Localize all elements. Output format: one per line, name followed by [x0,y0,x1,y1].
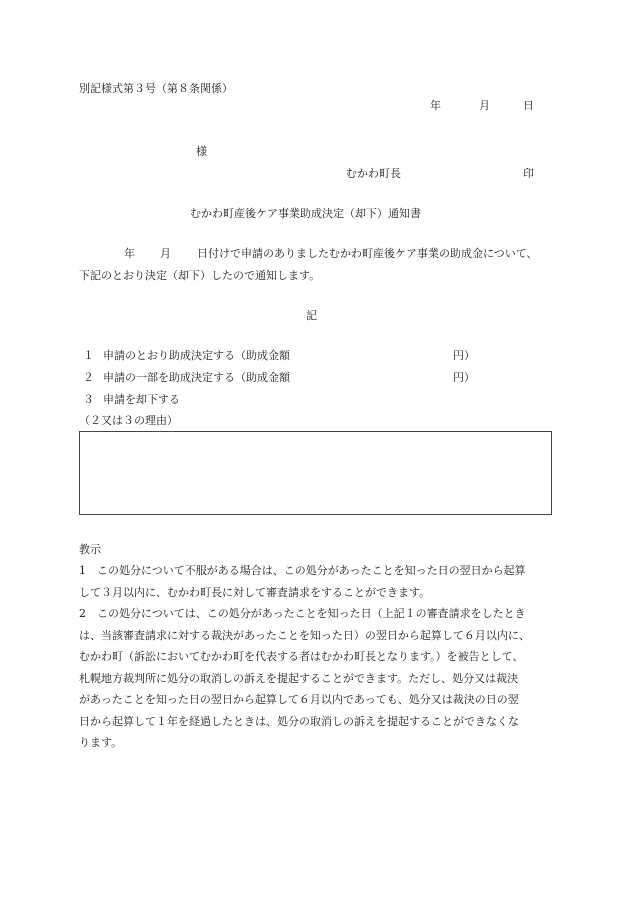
decision-1-unit: 円） [453,349,475,362]
date-month-label: 月 [479,99,490,112]
decision-3-number: ３ [83,393,94,406]
decision-1-number: １ [83,349,94,362]
seal-mark: 印 [523,167,534,180]
date-day-label: 日 [523,99,534,112]
instruction-item-2-line: 札幌地方裁判所に処分の取消しの訴えを提起することができます。ただし、処分又は裁決 [79,671,519,685]
body-text-line1: 日付けで申請のありましたむかわ町産後ケア事業の助成金について、 [197,247,538,260]
instruction-item-1 [79,560,554,603]
instruction-item-2-line: は、当該審査請求に対する裁決があったことを知った日）の翌日から起算して６月以内に、 [79,628,530,642]
decision-2-number: ２ [83,371,94,384]
instruction-item-1-line: して３月以内に、むかわ町長に対して審査請求をすることができます。 [79,585,431,599]
document-title: むかわ町産後ケア事業助成決定（却下）通知書 [190,207,421,220]
body-text-line2: 下記のとおり決定（却下）したので通知します。 [79,269,321,282]
form-number: 別記様式第３号（第８条関係） [79,82,233,95]
date-year-label: 年 [430,99,441,112]
addressee-honorific: 様 [196,145,207,158]
reason-label: （２又は３の理由） [79,414,178,427]
instruction-item-2-line: 日から起算して１年を経過したときは、処分の取消しの訴えを提起することができなくな [79,714,519,728]
decision-2-unit: 円） [453,371,475,384]
reason-box [79,431,552,515]
instruction-heading: 教示 [79,543,101,556]
instruction-item-2-line: むかわ町（訴訟においてむかわ町を代表する者はむかわ町長となります。）を被告として、 [79,650,524,663]
decision-3-text: 申請を却下する [103,393,180,406]
issuer-name: むかわ町長 [346,167,401,180]
ki-heading: 記 [306,309,317,322]
decision-1-text: 申請のとおり助成決定する（助成金額 [103,349,290,362]
instruction-item-2-line: があったことを知った日の翌日から起算して６月以内であっても、処分又は裁決の日の翌 [79,693,519,706]
decision-2-text: 申請の一部を助成決定する（助成金額 [103,371,290,384]
instruction-item-1-line: 1 この処分について不服がある場合は、この処分があったことを知った日の翌日から起算 [79,564,526,577]
body-month-label: 月 [160,247,171,260]
instruction-item-2-line: ります。 [79,736,123,749]
instruction-item-2-line: 2 この処分については、この処分があったことを知った日（上記１の審査請求をしたとき [79,607,526,620]
instruction-item-2 [79,603,554,754]
body-year-label: 年 [124,247,135,260]
